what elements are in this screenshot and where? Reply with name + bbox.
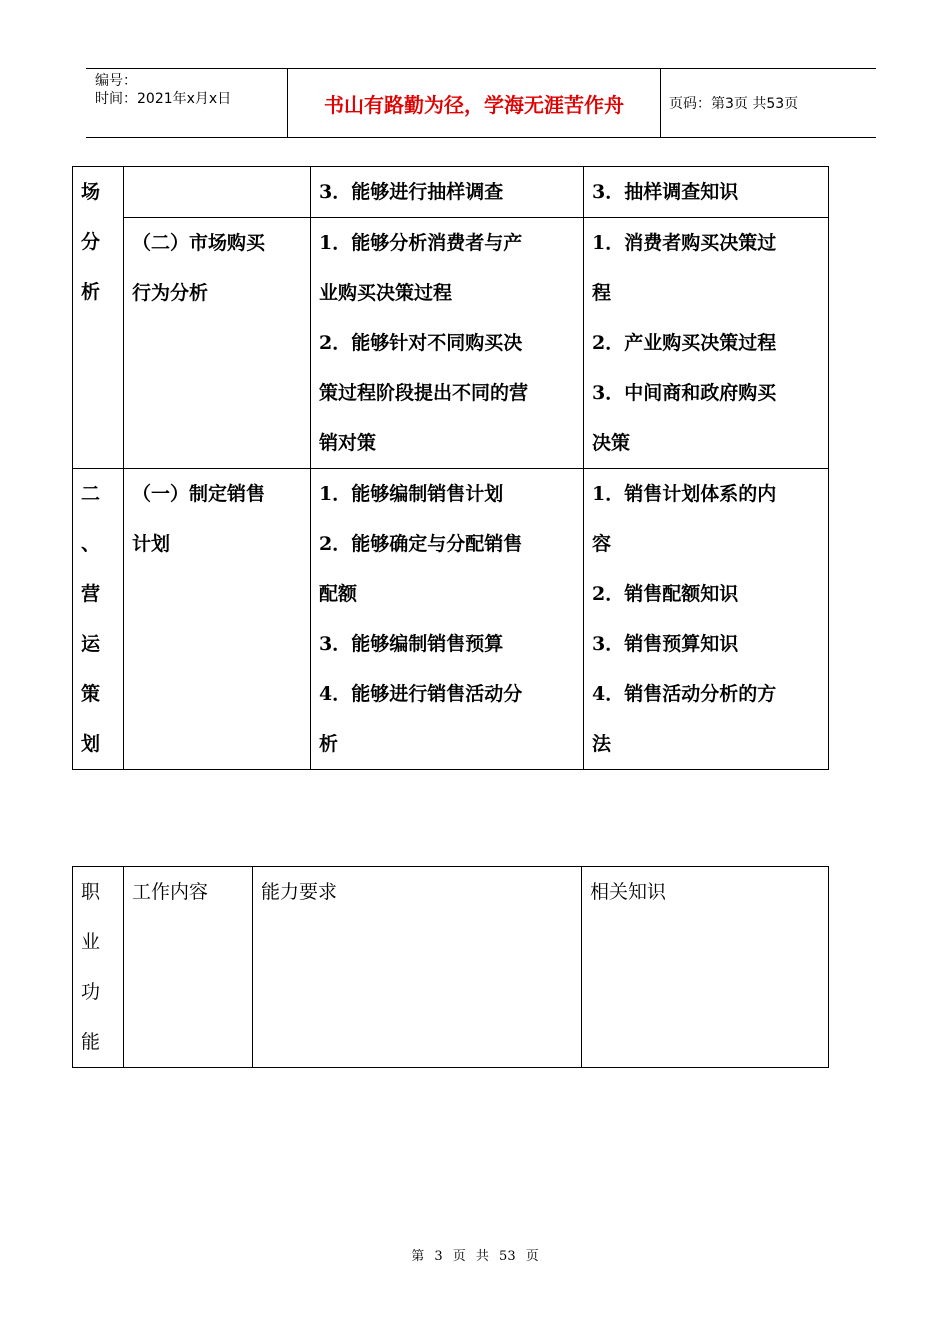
ability-cell: [311, 167, 584, 218]
content-line: 计划: [132, 533, 171, 555]
knowledge-line: 程: [592, 282, 612, 304]
ability-line: 策过程阶段提出不同的营: [319, 382, 529, 404]
section-label-cell: [73, 469, 124, 770]
ability-line: 2．能够确定与分配销售: [319, 533, 523, 555]
header-meta: [95, 72, 231, 108]
ability-line: 4．能够进行销售活动分: [319, 683, 523, 705]
header-page-label: 页码：第3页 共53页: [669, 96, 799, 112]
section-label-char: 场: [81, 181, 101, 203]
knowledge-line: 4．销售活动分析的方: [592, 683, 777, 705]
ability-header: 能力要求: [261, 881, 338, 903]
ability-line: 销对策: [319, 432, 377, 454]
content-cell: [124, 218, 311, 469]
knowledge-line: 1．销售计划体系的内: [592, 483, 777, 505]
knowledge-cell: [584, 167, 829, 218]
section-label-char: 划: [81, 733, 101, 755]
knowledge-line: 3．中间商和政府购买: [592, 382, 777, 404]
knowledge-cell: [584, 218, 829, 469]
knowledge-line: 1．消费者购买决策过: [592, 232, 777, 254]
function-header-char: 功: [81, 981, 101, 1003]
knowledge-line: 容: [592, 533, 612, 555]
knowledge-cell: [584, 469, 829, 770]
time-label: 时间：2021年x月x日: [95, 91, 232, 107]
section-label-char: 运: [81, 633, 101, 655]
knowledge-line: 2．产业购买决策过程: [592, 332, 777, 354]
content-line: （一）制定销售: [132, 483, 266, 505]
table-header-row: [73, 867, 829, 1068]
section-label-cell: [73, 167, 124, 469]
content-cell: [124, 469, 311, 770]
section-label-char: 策: [81, 683, 101, 705]
ability-line: 业购买决策过程: [319, 282, 453, 304]
ability-line: 1．能够分析消费者与产: [319, 232, 523, 254]
knowledge-line: 3．销售预算知识: [592, 633, 739, 655]
knowledge-line: 决策: [592, 432, 631, 454]
section-label-char: 营: [81, 583, 101, 605]
table-row: [73, 218, 829, 469]
syllabus-table: [72, 166, 829, 770]
ability-line: 1．能够编制销售计划: [319, 483, 504, 505]
ability-line: 析: [319, 733, 339, 755]
table-row: [73, 167, 829, 218]
section-label-char: 二: [81, 483, 101, 505]
number-label: 编号：: [95, 73, 137, 89]
content-header-cell: [124, 867, 253, 1068]
ability-line: 2．能够针对不同购买决: [319, 332, 523, 354]
knowledge-line: 3．抽样调查知识: [592, 181, 739, 203]
table-row: [73, 469, 829, 770]
page-footer: 第 3 页 共 53 页: [411, 1249, 539, 1264]
header-table: [72, 866, 829, 1068]
function-header-char: 业: [81, 931, 101, 953]
content-header: 工作内容: [132, 881, 209, 903]
page-header: [86, 68, 876, 138]
content-line: （二）市场购买: [132, 232, 266, 254]
knowledge-line: 2．销售配额知识: [592, 583, 739, 605]
content-cell: [124, 167, 311, 218]
section-label-char: 分: [81, 231, 101, 253]
knowledge-line: 法: [592, 733, 612, 755]
function-header-cell: [73, 867, 124, 1068]
knowledge-header-cell: [582, 867, 829, 1068]
ability-line: 配额: [319, 583, 358, 605]
knowledge-header: 相关知识: [590, 881, 667, 903]
ability-line: 3．能够进行抽样调查: [319, 181, 504, 203]
section-label-char: 、: [81, 533, 101, 555]
ability-cell: [311, 469, 584, 770]
function-header-char: 能: [81, 1031, 101, 1053]
section-label-char: 析: [81, 281, 101, 303]
content-line: 行为分析: [132, 282, 209, 304]
function-header-char: 职: [81, 881, 101, 903]
ability-cell: [311, 218, 584, 469]
header-divider: [660, 69, 661, 137]
ability-header-cell: [253, 867, 582, 1068]
header-motto: 书山有路勤为径，学海无涯苦作舟: [324, 92, 624, 117]
ability-line: 3．能够编制销售预算: [319, 633, 504, 655]
